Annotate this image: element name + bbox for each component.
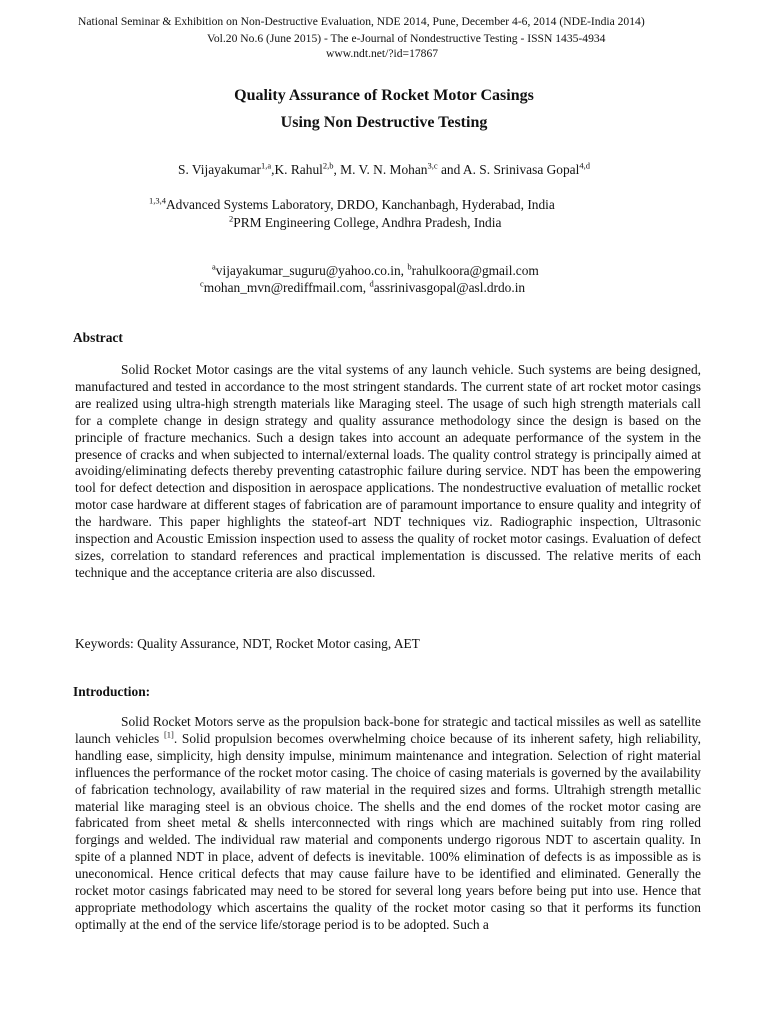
affiliation-text: Advanced Systems Laboratory, DRDO, Kanchanbagh, Hyderabad, India	[166, 197, 555, 212]
email-sup: d	[369, 278, 374, 289]
header-line-1: National Seminar & Exhibition on Non-Destructive Evaluation, NDE 2014, Pune, December 4-6, 2014 (NDE-India 2014)	[78, 15, 645, 28]
introduction-heading: Introduction:	[73, 684, 151, 699]
abstract-heading: Abstract	[73, 330, 123, 345]
citation-ref: [1]	[163, 729, 174, 740]
author-name: , M. V. N. Mohan	[333, 162, 428, 177]
header-url: www.ndt.net/?id=17867	[326, 47, 439, 60]
email-line-1	[212, 262, 539, 279]
introduction-body	[75, 714, 701, 934]
abstract-text: Solid Rocket Motor casings are the vital systems of any launch vehicle. Such systems are being designed, manufactured and tested in accordance to the most stringent standards. The current state of art rocket motor casings are realized using ultra-high strength materials like Maraging steel. The usage of such high strength materials call for a complete change in design strategy and quality assurance methodology since the design is based on the principle of fracture mechanics. Such a design takes into account an adequate performance of the system in the presence of cracks and when subjected to internal/external loads. The quality control strategy is principally aimed at avoiding/eliminating defects thereby preventing catastrophic failure during service. NDT has been the empowering tool for defect detection and disposition in aerospace applications. The nondestructive evaluation of metallic rocket motor case hardware at different stages of fabrication are of paramount importance to ensure quality and integrity of the hardware. This paper highlights the stateof-art NDT techniques viz. Radiographic inspection, Ultrasonic inspection and Acoustic Emission inspection used to assess the quality of rocket motor casings. Evaluation of defect sizes, correlation to standard references and practical implementation is discussed. The relative merits of each technique and the acceptance criteria are also discussed.	[75, 362, 701, 580]
keywords: Keywords: Quality Assurance, NDT, Rocket Motor casing, AET	[75, 636, 420, 651]
email-text: mohan_mvn@rediffmail.com,	[203, 280, 370, 295]
author-name: ,K. Rahul	[271, 162, 323, 177]
email-text: assrinivasgopal@asl.drdo.in	[373, 280, 526, 295]
author-sup: 2,b	[322, 160, 334, 171]
header-line-2: Vol.20 No.6 (June 2015) - The e-Journal of Nondestructive Testing - ISSN 1435-4934	[207, 32, 606, 45]
abstract-body	[75, 362, 701, 582]
affiliation-sup: 1,3,4	[149, 195, 166, 206]
affiliation-sup: 2	[229, 213, 234, 224]
author-list	[0, 161, 768, 178]
email-text: vijayakumar_suguru@yahoo.co.in,	[215, 263, 408, 278]
affiliation-2	[229, 214, 501, 231]
introduction-text-part-1: Solid Rocket Motors serve as the propulsion back-bone for strategic and tactical missiles as well as satellite launch vehicles	[75, 714, 701, 746]
author-sup: 1,a	[261, 160, 272, 171]
email-sup: a	[212, 261, 216, 272]
paper-title-line-2: Using Non Destructive Testing	[280, 114, 488, 131]
author-name: and A. S. Srinivasa Gopal	[437, 162, 580, 177]
author-name: S. Vijayakumar	[178, 162, 261, 177]
paper-title-line-1: Quality Assurance of Rocket Motor Casings	[234, 87, 534, 104]
email-line-2	[200, 279, 525, 296]
author-sup: 3,c	[427, 160, 438, 171]
affiliation-1	[149, 196, 555, 213]
affiliation-text: PRM Engineering College, Andhra Pradesh, India	[233, 215, 502, 230]
email-sup: b	[407, 261, 412, 272]
email-sup: c	[200, 278, 204, 289]
author-sup: 4,d	[579, 160, 590, 171]
email-text: rahulkoora@gmail.com	[411, 263, 539, 278]
introduction-text-part-2: . Solid propulsion becomes overwhelming choice because of its inherent safety, high reliability, handling ease, simplicity, high density impulse, minimum maintenance and integration. Selection of right material influences the performance of the rocket motor casing. The choice of casing materials is governed by the availability of fabrication technology, availability of raw material in the required sizes and forms. Ultrahigh strength metallic material like maraging steel is an obvious choice. The shells and the end domes of the rocket motor casing are fabricated from sheet metal & shells interconnected with rings which are machined suitably from ring rolled forgings and welded. The individual raw material and components undergo rigorous NDT to ascertain quality. In spite of a planned NDT in place, advent of defects is inevitable. 100% elimination of defects is as impossible as is uneconomical. Hence critical defects that may cause failure have to be identified and eliminated. Generally the rocket motor casings fabricated may need to be stored for several long years before being put into use. Hence that appropriate methodology which ascertains the quality of the rocket motor casing so that it performs its function optimally at the end of the service life/storage period is to be adopted. Such a	[75, 730, 701, 932]
